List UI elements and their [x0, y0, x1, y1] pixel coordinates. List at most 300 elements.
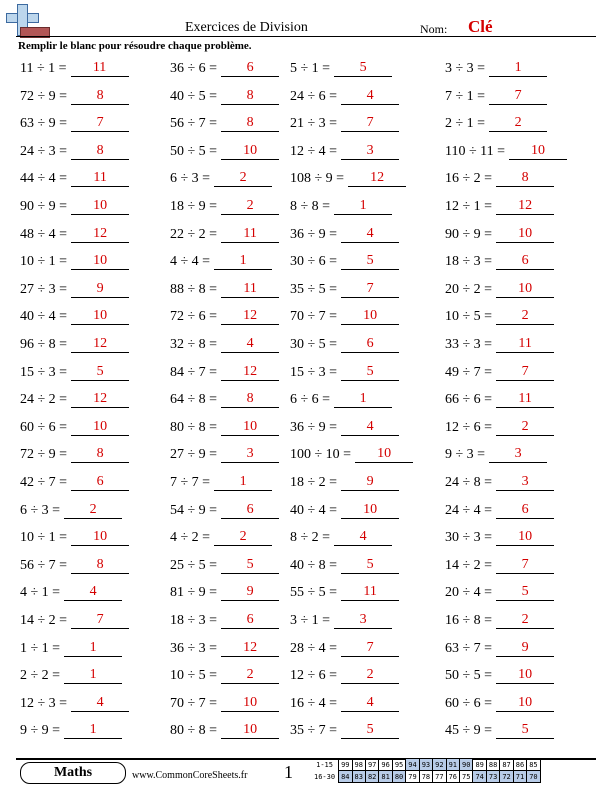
problem-item	[445, 143, 567, 163]
answer-blank: 10	[496, 226, 554, 243]
problem-question: 33 ÷ 3 =	[445, 337, 493, 352]
problem-item	[170, 253, 272, 273]
score-cell: 90	[460, 759, 473, 771]
score-cell: 92	[433, 759, 446, 771]
answer-blank: 2	[221, 198, 279, 215]
answer-blank: 4	[71, 695, 129, 712]
answer-blank: 8	[496, 170, 554, 187]
problem-item	[20, 143, 129, 163]
logo	[6, 4, 48, 36]
problem-item	[20, 226, 129, 246]
score-cell: 86	[513, 759, 526, 771]
problem-item	[170, 557, 279, 577]
problem-item	[170, 198, 279, 218]
problem-question: 15 ÷ 3 =	[290, 364, 338, 380]
problem-item	[170, 60, 279, 80]
problem-question: 24 ÷ 4 =	[445, 502, 493, 518]
problem-question: 9 ÷ 9 =	[20, 723, 61, 739]
score-range: 1-15	[316, 760, 333, 769]
answer-blank: 6	[221, 612, 279, 629]
answer-blank: 4	[341, 226, 399, 243]
problem-item	[445, 115, 547, 135]
answer-blank: 5	[221, 557, 279, 574]
problem-item	[290, 640, 399, 660]
problem-item	[170, 667, 279, 687]
problem-item	[170, 391, 279, 411]
score-cell: 76	[446, 771, 459, 783]
problem-question: 15 ÷ 3 =	[20, 364, 68, 380]
problem-question: 2 ÷ 2 =	[20, 668, 61, 684]
problem-question: 12 ÷ 6 =	[445, 419, 493, 435]
problem-item	[170, 88, 279, 108]
problem-question: 54 ÷ 9 =	[170, 502, 218, 518]
answer-blank: 5	[334, 60, 392, 77]
problem-item	[445, 391, 554, 411]
problem-question: 10 ÷ 5 =	[170, 668, 218, 684]
answer-blank: 11	[71, 60, 129, 77]
answer-blank: 11	[221, 226, 279, 243]
score-cell: 96	[379, 759, 392, 771]
problem-item	[170, 336, 279, 356]
answer-blank: 6	[496, 502, 554, 519]
score-cell: 79	[406, 771, 419, 783]
score-row	[312, 759, 540, 771]
answer-blank: 12	[221, 364, 279, 381]
score-cell: 73	[486, 771, 499, 783]
answer-blank: 10	[221, 722, 279, 739]
answer-blank: 3	[221, 446, 279, 463]
answer-blank: 9	[341, 474, 399, 491]
problem-question: 40 ÷ 4 =	[20, 309, 68, 325]
score-cell: 78	[419, 771, 432, 783]
answer-blank: 10	[71, 529, 129, 546]
problem-question: 4 ÷ 2 =	[170, 530, 211, 546]
score-cell: 71	[513, 771, 526, 783]
problem-item	[290, 612, 392, 632]
problem-item	[20, 474, 129, 494]
problem-item	[290, 198, 392, 218]
answer-blank: 2	[489, 115, 547, 132]
header-divider	[16, 36, 596, 37]
problem-item	[445, 88, 547, 108]
problem-question: 30 ÷ 3 =	[445, 530, 493, 546]
answer-blank: 1	[64, 640, 122, 657]
problem-item	[20, 557, 129, 577]
answer-blank: 8	[71, 143, 129, 160]
score-cell: 70	[527, 771, 540, 783]
problem-question: 108 ÷ 9 =	[290, 171, 345, 187]
problem-item	[170, 446, 279, 466]
problem-item	[445, 281, 554, 301]
problem-question: 80 ÷ 8 =	[170, 419, 218, 435]
problem-item	[445, 419, 554, 439]
score-cell: 82	[365, 771, 378, 783]
problem-question: 72 ÷ 9 =	[20, 88, 68, 104]
problem-question: 25 ÷ 5 =	[170, 557, 218, 573]
answer-blank: 10	[71, 198, 129, 215]
problem-question: 24 ÷ 3 =	[20, 143, 68, 159]
answer-blank: 10	[341, 308, 399, 325]
answer-blank: 6	[496, 253, 554, 270]
answer-blank: 8	[221, 391, 279, 408]
problem-item	[445, 364, 554, 384]
problem-item	[445, 529, 554, 549]
problem-item	[170, 612, 279, 632]
problem-question: 4 ÷ 1 =	[20, 585, 61, 601]
problem-item	[20, 446, 129, 466]
problem-item	[20, 419, 129, 439]
answer-blank: 12	[71, 336, 129, 353]
problem-question: 63 ÷ 9 =	[20, 116, 68, 132]
problem-item	[290, 474, 399, 494]
problem-question: 70 ÷ 7 =	[170, 695, 218, 711]
name-value: Clé	[468, 17, 493, 36]
problem-question: 10 ÷ 5 =	[445, 309, 493, 325]
problem-item	[290, 695, 399, 715]
problem-item	[445, 695, 554, 715]
problem-question: 10 ÷ 1 =	[20, 254, 68, 270]
problem-question: 24 ÷ 6 =	[290, 88, 338, 104]
problem-item	[20, 529, 129, 549]
problem-item	[445, 640, 554, 660]
problem-question: 7 ÷ 7 =	[170, 475, 211, 490]
problem-question: 49 ÷ 7 =	[445, 364, 493, 380]
problem-question: 6 ÷ 3 =	[170, 171, 211, 187]
problem-item	[170, 115, 279, 135]
answer-blank: 7	[71, 612, 129, 629]
problem-item	[445, 198, 554, 218]
problem-question: 72 ÷ 9 =	[20, 447, 68, 463]
problem-question: 18 ÷ 2 =	[290, 475, 338, 490]
problem-item	[445, 336, 554, 356]
website-text: www.CommonCoreSheets.fr	[132, 770, 248, 781]
problem-item	[445, 253, 554, 273]
answer-blank: 10	[496, 667, 554, 684]
problem-item	[170, 640, 279, 660]
problem-question: 30 ÷ 6 =	[290, 254, 338, 270]
problem-item	[290, 557, 399, 577]
problem-question: 64 ÷ 8 =	[170, 392, 218, 408]
answer-blank: 1	[64, 722, 122, 739]
problem-item	[20, 722, 122, 742]
answer-blank: 6	[341, 336, 399, 353]
score-cell: 75	[460, 771, 473, 783]
problem-question: 28 ÷ 4 =	[290, 640, 338, 656]
problem-question: 40 ÷ 8 =	[290, 557, 338, 573]
answer-blank: 7	[341, 281, 399, 298]
answer-blank: 10	[341, 502, 399, 519]
answer-blank: 6	[71, 474, 129, 491]
answer-blank: 6	[221, 502, 279, 519]
score-row	[312, 771, 540, 783]
answer-blank: 7	[496, 364, 554, 381]
score-cell: 97	[365, 759, 378, 771]
answer-blank: 10	[71, 253, 129, 270]
problem-question: 40 ÷ 5 =	[170, 88, 218, 104]
problem-item	[20, 115, 129, 135]
problem-item	[20, 170, 129, 190]
problem-question: 55 ÷ 5 =	[290, 585, 338, 601]
problem-question: 100 ÷ 10 =	[290, 447, 352, 463]
problem-item	[445, 170, 554, 190]
answer-blank: 10	[221, 143, 279, 160]
problem-item	[20, 308, 129, 328]
problem-question: 70 ÷ 7 =	[290, 309, 338, 325]
problem-item	[290, 446, 413, 466]
problem-item	[445, 557, 554, 577]
answer-blank: 12	[221, 640, 279, 657]
problem-question: 36 ÷ 3 =	[170, 640, 218, 656]
problem-question: 35 ÷ 7 =	[290, 723, 338, 739]
problem-question: 18 ÷ 9 =	[170, 199, 218, 214]
answer-blank: 10	[509, 143, 567, 160]
answer-blank: 4	[341, 695, 399, 712]
problem-item	[445, 308, 554, 328]
problem-item	[290, 502, 399, 522]
score-cell: 83	[352, 771, 365, 783]
problem-item	[170, 226, 279, 246]
problem-question: 21 ÷ 3 =	[290, 116, 338, 132]
problem-item	[170, 695, 279, 715]
answer-blank: 12	[496, 198, 554, 215]
answer-blank: 10	[71, 419, 129, 436]
problem-item	[170, 474, 272, 494]
answer-blank: 5	[341, 253, 399, 270]
answer-blank: 1	[214, 474, 272, 491]
problem-grid	[20, 60, 600, 750]
answer-blank: 11	[496, 391, 554, 408]
problem-question: 24 ÷ 2 =	[20, 392, 68, 408]
problem-question: 14 ÷ 2 =	[445, 557, 493, 573]
answer-blank: 9	[221, 584, 279, 601]
answer-blank: 10	[496, 695, 554, 712]
problem-item	[290, 529, 392, 549]
problem-question: 12 ÷ 1 =	[445, 199, 493, 214]
problem-item	[290, 226, 399, 246]
answer-blank: 12	[221, 308, 279, 325]
problem-question: 6 ÷ 3 =	[20, 502, 61, 518]
answer-blank: 8	[71, 446, 129, 463]
problem-item	[445, 474, 554, 494]
problem-item	[445, 446, 547, 466]
answer-blank: 5	[71, 364, 129, 381]
problem-item	[290, 60, 392, 80]
problem-item	[290, 391, 392, 411]
answer-blank: 9	[496, 640, 554, 657]
score-cell: 85	[527, 759, 540, 771]
problem-question: 14 ÷ 2 =	[20, 613, 68, 628]
score-cell: 81	[379, 771, 392, 783]
answer-blank: 7	[341, 115, 399, 132]
problem-question: 110 ÷ 11 =	[445, 143, 506, 159]
problem-question: 11 ÷ 1 =	[20, 61, 67, 76]
problem-question: 60 ÷ 6 =	[445, 695, 493, 711]
problem-question: 32 ÷ 8 =	[170, 337, 218, 352]
problem-question: 42 ÷ 7 =	[20, 475, 68, 490]
problem-item	[20, 336, 129, 356]
answer-blank: 10	[355, 446, 413, 463]
problem-item	[20, 612, 129, 632]
problem-question: 20 ÷ 2 =	[445, 281, 493, 297]
problem-question: 84 ÷ 7 =	[170, 364, 218, 380]
problem-item	[290, 170, 406, 190]
answer-blank: 8	[71, 88, 129, 105]
problem-item	[290, 364, 399, 384]
problem-question: 4 ÷ 4 =	[170, 254, 211, 270]
problem-question: 22 ÷ 2 =	[170, 226, 218, 242]
problem-item	[290, 336, 399, 356]
score-cell: 93	[419, 759, 432, 771]
problem-question: 16 ÷ 8 =	[445, 613, 493, 628]
problem-question: 6 ÷ 6 =	[290, 392, 331, 408]
answer-blank: 7	[496, 557, 554, 574]
score-cell: 89	[473, 759, 486, 771]
problem-item	[20, 198, 129, 218]
answer-blank: 2	[496, 612, 554, 629]
problem-item	[445, 612, 554, 632]
problem-question: 10 ÷ 1 =	[20, 530, 68, 546]
problem-question: 40 ÷ 4 =	[290, 502, 338, 518]
problem-item	[170, 502, 279, 522]
problem-item	[290, 88, 399, 108]
problem-question: 81 ÷ 9 =	[170, 585, 218, 601]
answer-blank: 12	[71, 391, 129, 408]
problem-question: 3 ÷ 1 =	[290, 613, 331, 628]
problem-question: 63 ÷ 7 =	[445, 640, 493, 656]
worksheet-title: Exercices de Division	[185, 20, 308, 35]
problem-item	[290, 253, 399, 273]
score-cell: 80	[392, 771, 405, 783]
name-label: Nom:	[420, 22, 448, 36]
problem-item	[170, 364, 279, 384]
problem-item	[445, 722, 554, 742]
answer-blank: 3	[489, 446, 547, 463]
problem-question: 80 ÷ 8 =	[170, 723, 218, 739]
problem-question: 45 ÷ 9 =	[445, 723, 493, 739]
problem-item	[290, 584, 399, 604]
problem-item	[445, 667, 554, 687]
answer-blank: 7	[71, 115, 129, 132]
problem-item	[170, 722, 279, 742]
problem-item	[20, 60, 129, 80]
score-range: 16-30	[314, 772, 336, 781]
answer-blank: 12	[71, 226, 129, 243]
answer-blank: 5	[496, 722, 554, 739]
score-table	[312, 758, 541, 783]
problem-item	[170, 584, 279, 604]
score-cell: 84	[339, 771, 352, 783]
answer-blank: 4	[64, 584, 122, 601]
problem-question: 56 ÷ 7 =	[170, 116, 218, 132]
problem-item	[170, 308, 279, 328]
problem-item	[290, 722, 399, 742]
problem-question: 2 ÷ 1 =	[445, 116, 486, 132]
problem-question: 8 ÷ 8 =	[290, 199, 331, 214]
answer-blank: 1	[334, 391, 392, 408]
answer-blank: 1	[334, 198, 392, 215]
answer-blank: 10	[221, 695, 279, 712]
problem-question: 27 ÷ 9 =	[170, 447, 218, 463]
problem-question: 7 ÷ 1 =	[445, 88, 486, 104]
answer-blank: 11	[496, 336, 554, 353]
problem-item	[20, 584, 122, 604]
answer-blank: 2	[64, 502, 122, 519]
answer-blank: 1	[214, 253, 272, 270]
answer-blank: 7	[489, 88, 547, 105]
problem-item	[20, 502, 122, 522]
problem-question: 50 ÷ 5 =	[445, 668, 493, 684]
answer-blank: 2	[214, 529, 272, 546]
answer-blank: 2	[496, 308, 554, 325]
problem-item	[290, 419, 399, 439]
instructions: Remplir le blanc pour résoudre chaque problème.	[18, 40, 252, 52]
problem-item	[170, 529, 272, 549]
problem-question: 20 ÷ 4 =	[445, 585, 493, 601]
problem-question: 1 ÷ 1 =	[20, 640, 61, 656]
problem-question: 35 ÷ 5 =	[290, 281, 338, 297]
answer-blank: 2	[221, 667, 279, 684]
problem-item	[290, 281, 399, 301]
problem-item	[290, 115, 399, 135]
problem-question: 88 ÷ 8 =	[170, 281, 218, 297]
problem-question: 72 ÷ 6 =	[170, 309, 218, 325]
problem-question: 16 ÷ 2 =	[445, 171, 493, 187]
problem-question: 16 ÷ 4 =	[290, 695, 338, 711]
answer-blank: 10	[221, 419, 279, 436]
page-number: 1	[284, 762, 293, 782]
problem-item	[20, 88, 129, 108]
answer-blank: 4	[221, 336, 279, 353]
answer-blank: 10	[496, 281, 554, 298]
answer-blank: 7	[341, 640, 399, 657]
answer-blank: 2	[214, 170, 272, 187]
problem-item	[445, 502, 554, 522]
problem-question: 48 ÷ 4 =	[20, 226, 68, 242]
answer-blank: 2	[496, 419, 554, 436]
score-cell: 98	[352, 759, 365, 771]
problem-question: 50 ÷ 5 =	[170, 143, 218, 159]
answer-blank: 5	[496, 584, 554, 601]
score-cell: 99	[339, 759, 352, 771]
problem-item	[290, 308, 399, 328]
problem-question: 27 ÷ 3 =	[20, 281, 68, 297]
score-cell: 74	[473, 771, 486, 783]
problem-item	[290, 667, 399, 687]
problem-question: 18 ÷ 3 =	[170, 613, 218, 628]
score-cell: 77	[433, 771, 446, 783]
problem-question: 36 ÷ 9 =	[290, 419, 338, 435]
problem-question: 9 ÷ 3 =	[445, 447, 486, 463]
problem-question: 36 ÷ 6 =	[170, 61, 218, 76]
score-cell: 95	[392, 759, 405, 771]
score-cell: 88	[486, 759, 499, 771]
problem-question: 24 ÷ 8 =	[445, 475, 493, 490]
problem-item	[20, 640, 122, 660]
problem-question: 3 ÷ 3 =	[445, 61, 486, 76]
problem-item	[170, 170, 272, 190]
score-cell: 87	[500, 759, 513, 771]
subject-badge: Maths	[20, 762, 126, 784]
problem-item	[20, 391, 129, 411]
answer-blank: 5	[341, 364, 399, 381]
answer-blank: 11	[341, 584, 399, 601]
answer-blank: 4	[341, 88, 399, 105]
problem-item	[20, 281, 129, 301]
problem-question: 12 ÷ 4 =	[290, 143, 338, 159]
problem-item	[445, 60, 547, 80]
problem-item	[290, 143, 399, 163]
answer-blank: 12	[348, 170, 406, 187]
